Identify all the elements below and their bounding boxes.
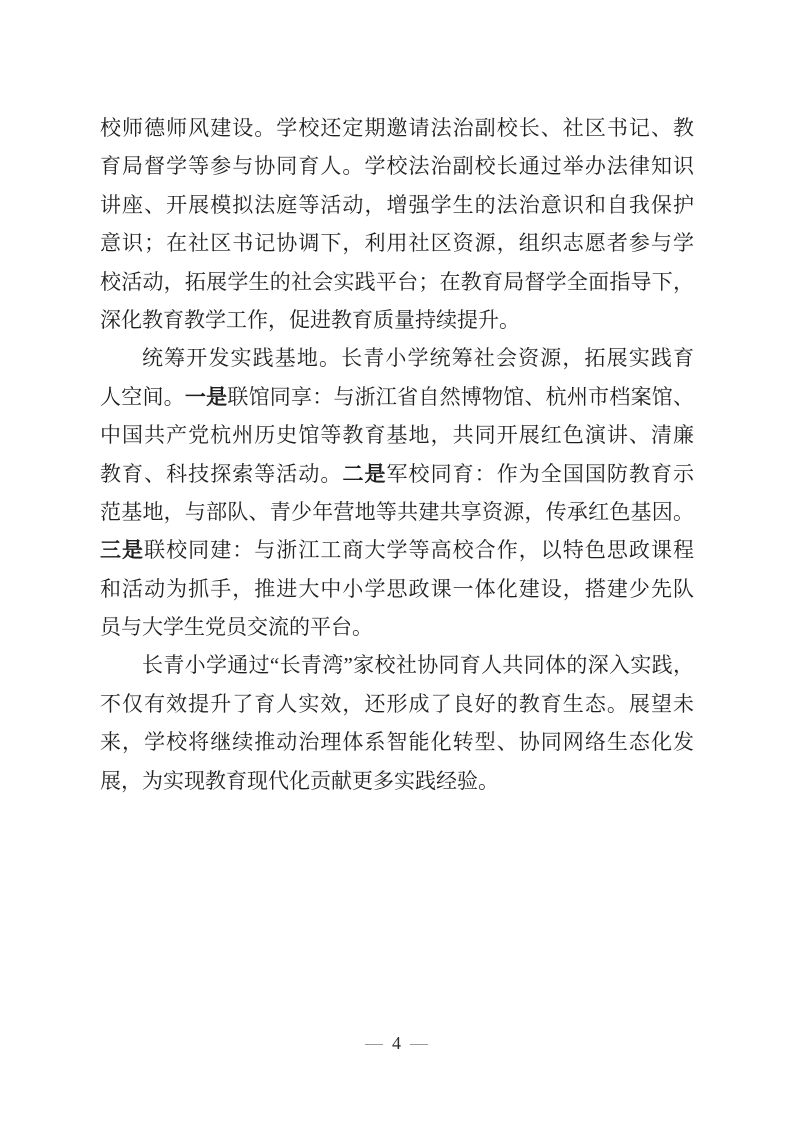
paragraph (100, 339, 694, 646)
text-line (100, 301, 694, 339)
text-run: 联校同建：与浙江工商大学等高校合作，以特色思政课程 (144, 538, 694, 563)
page-footer (0, 1031, 793, 1055)
text-run: 统筹开发实践基地。长青小学统筹社会资源，拓展实践育 (142, 346, 694, 371)
text-run: 育局督学等参与协同育人。学校法治副校长通过举办法律知识 (100, 154, 694, 179)
text-run: 校师德师风建设。学校还定期邀请法治副校长、社区书记、教 (100, 116, 694, 140)
text-line (100, 455, 694, 493)
text-line (100, 224, 694, 262)
text-line (100, 608, 694, 646)
text-run: 来，学校将继续推动治理体系智能化转型、协同网络生态化发 (100, 730, 694, 755)
text-line (100, 147, 694, 185)
paragraph (100, 646, 694, 800)
bold-text-run: 二是 (342, 461, 387, 486)
paragraph (100, 109, 694, 339)
text-line (100, 723, 694, 761)
text-run: 人空间。 (100, 384, 185, 409)
bold-text-run: 三是 (100, 538, 145, 563)
text-line (100, 186, 694, 224)
text-run: 教育、科技探索等活动。 (100, 461, 343, 486)
text-run: 军校同育：作为全国国防教育示 (386, 461, 695, 486)
bold-text-run: 一是 (184, 384, 228, 409)
text-line (100, 263, 694, 301)
footer-left-dash: — (365, 1033, 383, 1053)
page-number: 4 (392, 1033, 401, 1053)
text-run: 范基地，与部队、青少年营地等共建共享资源，传承红色基因。 (100, 499, 694, 524)
text-run: 长青小学通过“长青湾”家校社协同育人共同体的深入实践， (142, 653, 694, 678)
text-line (100, 378, 694, 416)
text-line (100, 685, 694, 723)
text-run: 校活动，拓展学生的社会实践平台；在教育局督学全面指导下， (100, 269, 694, 294)
text-run: 员与大学生党员交流的平台。 (100, 615, 373, 640)
document-body (100, 109, 694, 800)
text-line (100, 109, 694, 147)
text-line (100, 762, 694, 800)
text-line (100, 493, 694, 531)
text-run: 意识；在社区书记协调下，利用社区资源，组织志愿者参与学 (100, 231, 694, 256)
text-line (100, 646, 694, 684)
text-line (100, 416, 694, 454)
text-run: 和活动为抓手，推进大中小学思政课一体化建设，搭建少先队 (100, 576, 694, 601)
text-run: 不仅有效提升了育人实效，还形成了良好的教育生态。展望未 (100, 691, 694, 716)
text-run: 中国共产党杭州历史馆等教育基地，共同开展红色演讲、清廉 (100, 423, 694, 448)
text-run: 展，为实现教育现代化贡献更多实践经验。 (100, 768, 499, 793)
text-line (100, 531, 694, 569)
text-line (100, 339, 694, 377)
text-run: 联馆同享：与浙江省自然博物馆、杭州市档案馆、 (227, 384, 695, 409)
footer-right-dash: — (410, 1033, 428, 1053)
text-line (100, 570, 694, 608)
text-run: 讲座、开展模拟法庭等活动，增强学生的法治意识和自我保护 (100, 192, 694, 217)
text-run: 深化教育教学工作，促进教育质量持续提升。 (100, 307, 520, 332)
